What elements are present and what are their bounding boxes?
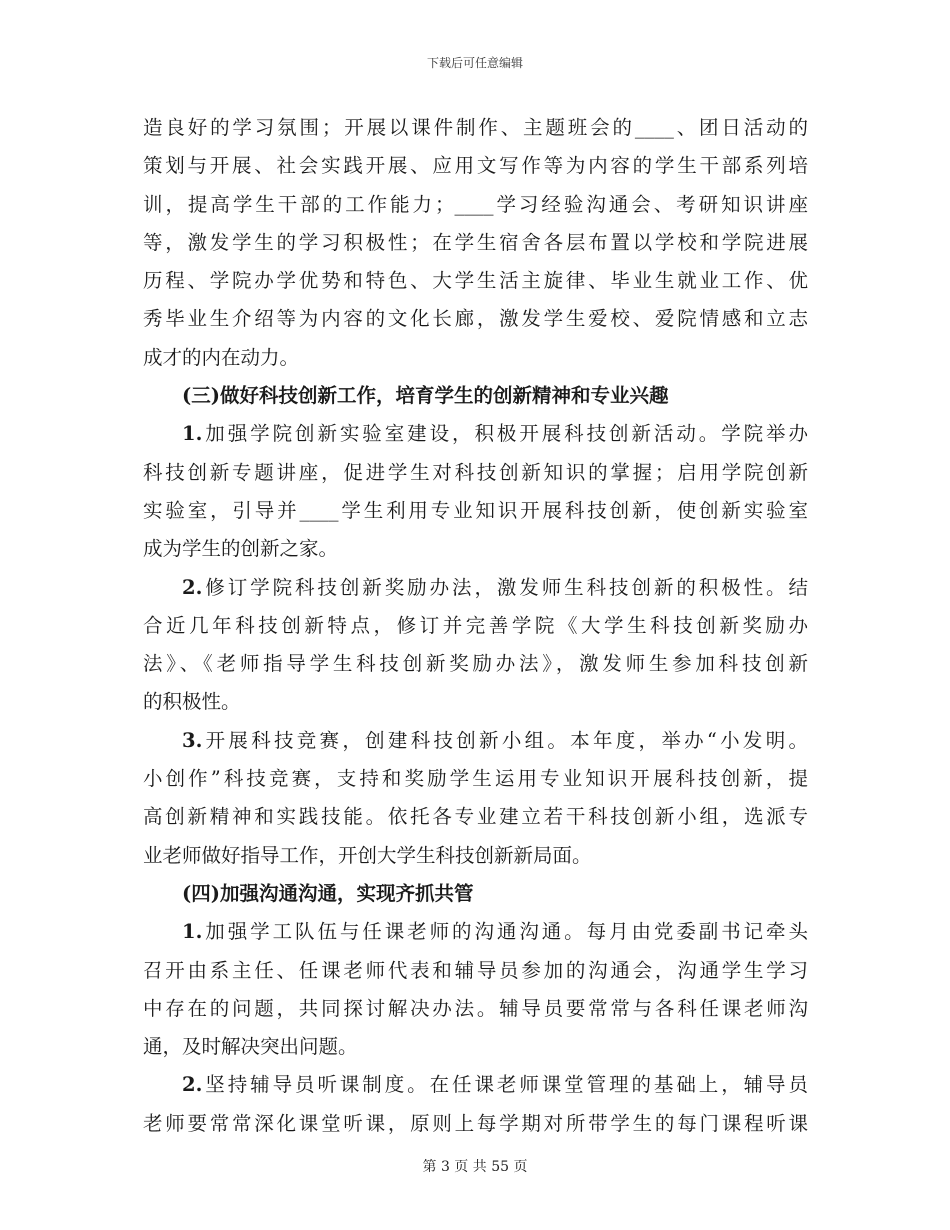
item-text: 修订学院科技创新奖励办法，激发师生科技创新的积极性。结 [202,575,808,599]
item-number: 2. [182,1073,203,1097]
list-item-line [143,913,808,951]
paragraph-line: 通，及时解决突出问题。 [143,1035,358,1059]
paragraph-line: 召开由系主任、任课老师代表和辅导员参加的沟通会，沟通学生学习 [143,958,808,982]
page-header: 下载后可任意编辑 [426,56,523,70]
list-item-line [143,415,808,453]
paragraph-line: 等，激发学生的学习积极性；在学生宿舍各层布置以学校和学院进展 [143,230,808,254]
document-body [143,109,808,1143]
paragraph-line: 的积极性。 [143,690,241,714]
paragraph-line: 训，提高学生干部的工作能力；____学习经验沟通会、考研知识讲座 [143,192,808,216]
item-text: 加强学工队伍与任课老师的沟通沟通。每月由党委副书记牵头 [202,920,808,944]
section-heading: (三)做好科技创新工作，培育学生的创新精神和专业兴趣 [182,384,669,408]
item-text: 坚持辅导员听课制度。在任课老师课堂管理的基础上，辅导员 [202,1073,808,1097]
item-number: 2. [182,575,203,599]
page-number: 第 3 页 共 55 页 [422,1159,528,1175]
paragraph-line: 策划与开展、社会实践开展、应用文写作等为内容的学生干部系列培 [143,154,808,178]
item-number: 1. [182,920,203,944]
paragraph-line: 合近几年科技创新特点，修订并完善学院《大学生科技创新奖励办 [143,613,808,637]
paragraph-line: 老师要常常深化课堂听课，原则上每学期对所带学生的每门课程听课 [143,1111,808,1135]
list-item-line [143,569,808,607]
item-text: 开展科技竞赛，创建科技创新小组。本年度，举办“小发明。 [202,728,808,752]
item-number: 3. [182,728,203,752]
paragraph-line: 法》、《老师指导学生科技创新奖励办法》，激发师生参加科技创新 [143,652,808,676]
list-item-line [143,722,808,760]
paragraph-line: 造良好的学习氛围；开展以课件制作、主题班会的____、团日活动的 [143,116,808,139]
paragraph-line: 小创作”科技竞赛，支持和奖励学生运用专业知识开展科技创新，提 [143,767,808,791]
paragraph-line: 成为学生的创新之家。 [143,537,339,561]
paragraph-line: 历程、学院办学优势和特色、大学生活主旋律、毕业生就业工作、优 [143,269,808,293]
paragraph-line: 实验室，引导并____学生利用专业知识开展科技创新，使创新实验室 [143,498,808,522]
paragraph-line: 高创新精神和实践技能。依托各专业建立若干科技创新小组，选派专 [143,805,808,829]
section-heading: (四)加强沟通沟通，实现齐抓共管 [182,881,474,905]
paragraph-line: 秀毕业生介绍等为内容的文化长廊，激发学生爱校、爱院情感和立志 [143,307,808,331]
paragraph-line: 业老师做好指导工作，开创大学生科技创新新局面。 [143,843,592,867]
paragraph-line: 科技创新专题讲座，促进学生对科技创新知识的掌握；启用学院创新 [143,460,808,484]
item-number: 1. [182,422,203,446]
item-text: 加强学院创新实验室建设，积极开展科技创新活动。学院举办 [202,422,808,446]
paragraph-line: 中存在的问题，共同探讨解决办法。辅导员要常常与各科任课老师沟 [143,996,808,1020]
list-item-line [143,1066,808,1104]
paragraph-line: 成才的内在动力。 [143,345,300,369]
